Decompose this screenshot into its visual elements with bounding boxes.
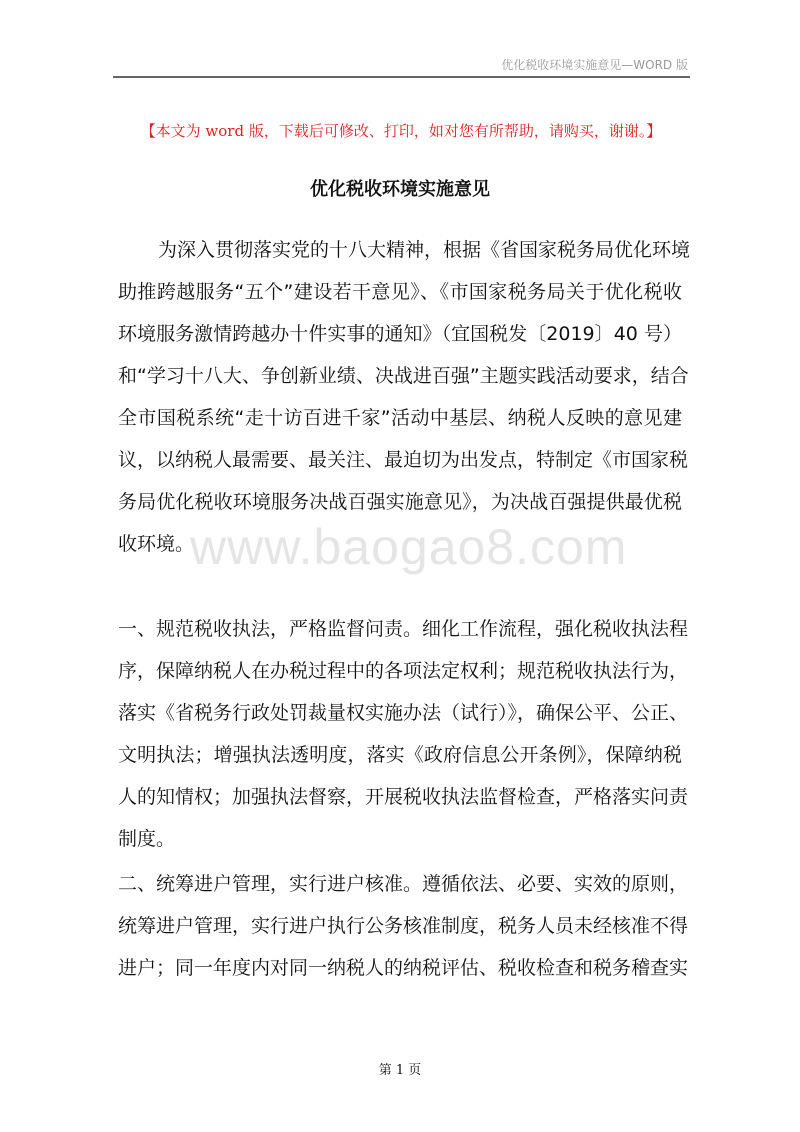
text-line: 二、统筹进户管理，实行进户核准。遵循依法、必要、实效的原则， [118, 873, 689, 895]
intro-paragraph [118, 229, 691, 565]
text-line: 落实《省税务行政处罚裁量权实施办法（试行）》，确保公平、公正、 [118, 702, 689, 724]
text-line: 为深入贯彻落实党的十八大精神，根据《省国家税务局优化环境 [158, 239, 691, 261]
text-line: 全市国税系统“走十访百进千家”活动中基层、纳税人反映的意见建 [118, 407, 682, 429]
text-line: 助推跨越服务“五个”建设若干意见》、《市国家税务局关于优化税收 [118, 281, 682, 303]
text-line: 人的知情权；加强执法督察，开展税收执法监督检查，严格落实问责 [118, 786, 689, 808]
purchase-notice: 【本文为 word 版，下载后可修改、打印，如对您有所帮助，请购买，谢谢。】 [140, 122, 662, 140]
document-title: 优化税收环境实施意见 [310, 179, 490, 200]
text-line: 一、规范税收执法，严格监督问责。细化工作流程，强化税收执法程 [118, 618, 689, 640]
watermark: www.baogao8.com [190, 519, 628, 575]
section-1-paragraph [118, 608, 689, 860]
text-line: 序，保障纳税人在办税过程中的各项法定权利；规范税收执法行为， [118, 660, 689, 682]
text-line: 进户；同一年度内对同一纳税人的纳税评估、税收检查和税务稽查实 [118, 957, 689, 979]
header-divider [113, 76, 690, 78]
page-number: 第 1 页 [378, 1063, 422, 1078]
text-line: 和“学习十八大、争创新业绩、决战进百强”主题实践活动要求，结合 [118, 365, 689, 387]
text-line: 统筹进户管理，实行进户执行公务核准制度，税务人员未经核准不得 [118, 915, 689, 937]
text-line: 收环境。 [118, 533, 195, 555]
text-line: 环境服务激情跨越办十件实事的通知》（宜国税发〔2019〕40 号） [118, 323, 682, 345]
text-line: 文明执法；增强执法透明度，落实《政府信息公开条例》，保障纳税 [118, 744, 682, 766]
text-line: 议，以纳税人最需要、最关注、最迫切为出发点，特制定《市国家税 [118, 449, 689, 471]
text-line: 制度。 [118, 828, 176, 850]
running-header: 优化税收环境实施意见—WORD 版 [501, 58, 688, 72]
text-line: 务局优化税收环境服务决战百强实施意见》，为决战百强提供最优税 [118, 491, 682, 513]
section-2-paragraph [118, 863, 689, 989]
